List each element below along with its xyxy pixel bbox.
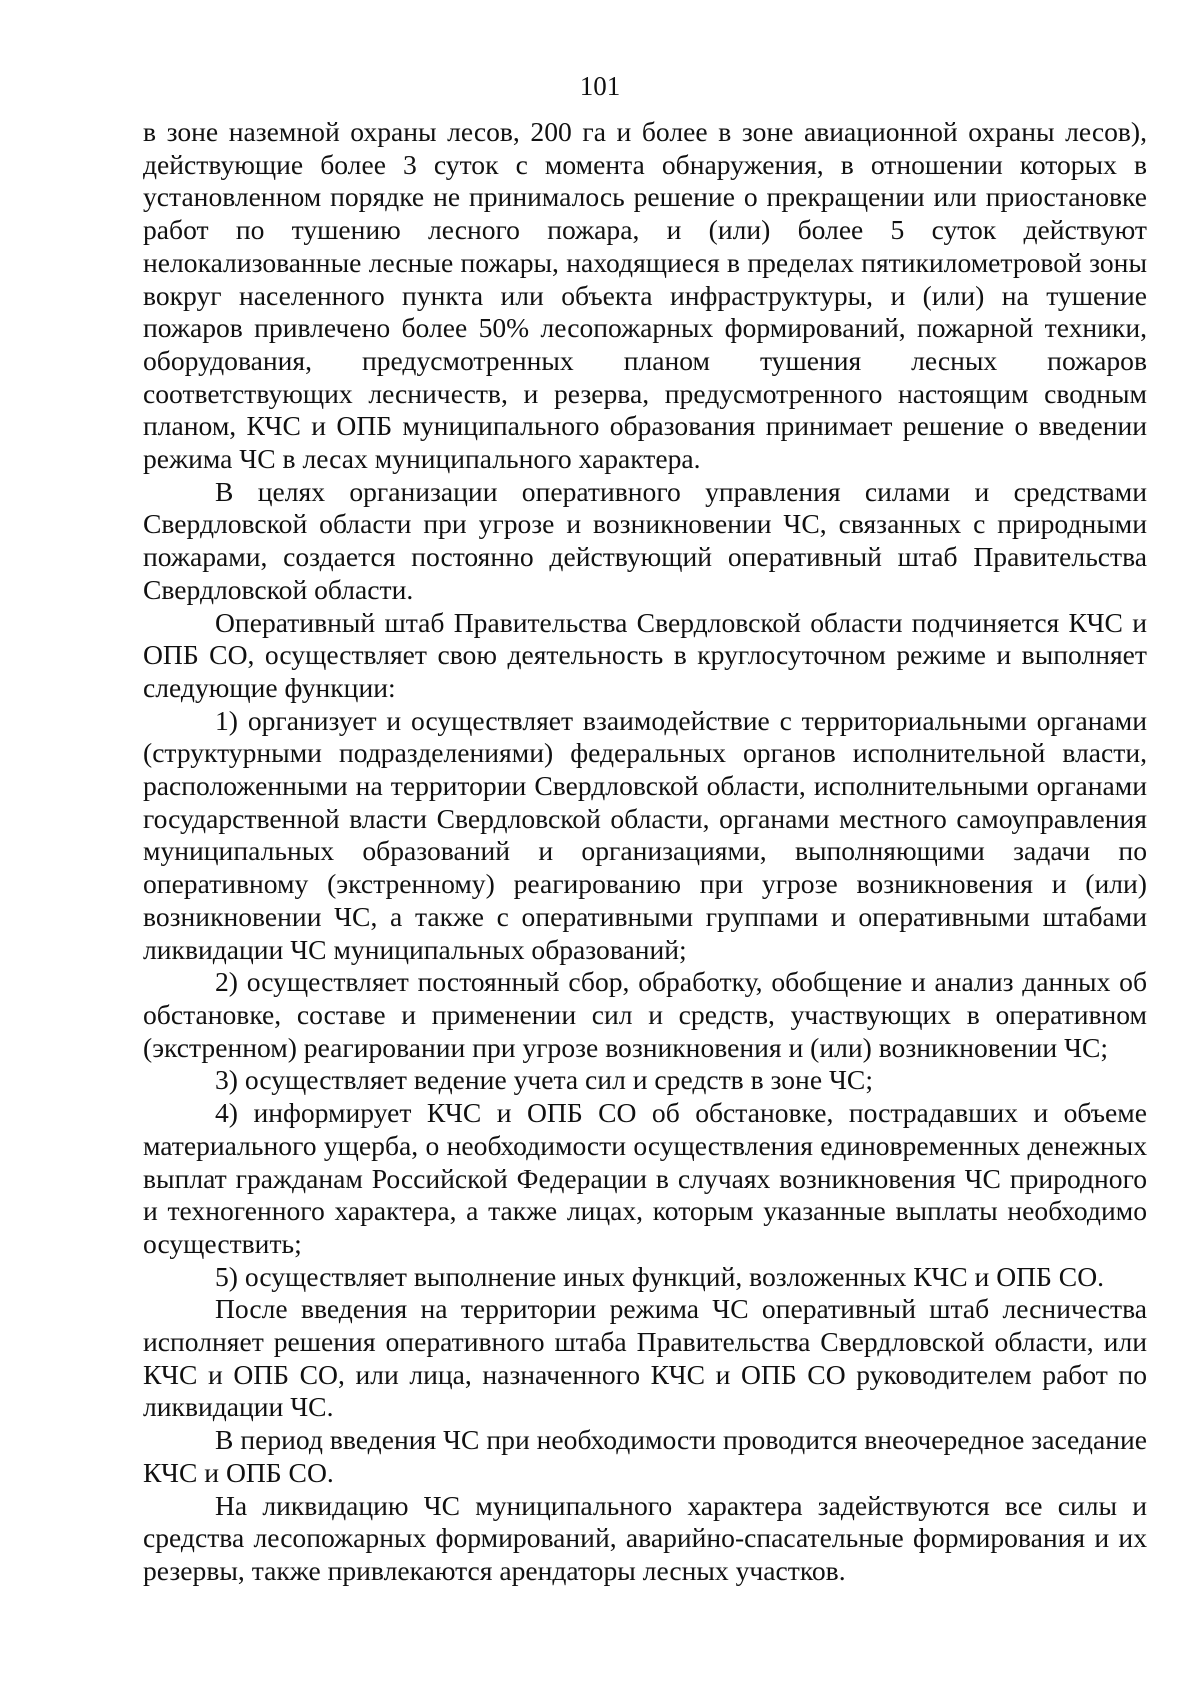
document-body [143,116,1147,1588]
paragraph-after-regime: После введения на территории режима ЧС оперативный штаб лесничества исполняет решения оперативного штаба Правительства Свердловской области, или КЧС и ОПБ СО, или лица, назначенного КЧС и ОПБ СО руководителем работ по ликвидации ЧС. [143,1293,1147,1423]
paragraph-continuation: в зоне наземной охраны лесов, 200 га и более в зоне авиационной охраны лесов), действующие более 3 суток с момента обнаружения, в отношении которых в установленном порядке не принималось решение о прекращении или приостановке работ по тушению лесного пожара, и (или) более 5 суток действуют нелокализованные лесные пожары, находящиеся в пределах пятикилометровой зоны вокруг населенного пункта или объекта инфраструктуры, и (или) на тушение пожаров привлечено более 50% лесопожарных формирований, пожарной техники, оборудования, предусмотренных планом тушения лесных пожаров соответствующих лесничеств, и резерва, предусмотренного настоящим сводным планом, КЧС и ОПБ муниципального образования принимает решение о введении режима ЧС в лесах муниципального характера. [143,116,1147,475]
page-number: 101 [579,71,621,101]
paragraph-hq-subordination: Оперативный штаб Правительства Свердловской области подчиняется КЧС и ОПБ СО, осуществляет свою деятельность в круглосуточном режиме и выполняет следующие функции: [143,606,1147,703]
list-item-5: 5) осуществляет выполнение иных функций, возложенных КЧС и ОПБ СО. [215,1260,1105,1292]
paragraph-operational-management: В целях организации оперативного управления силами и средствами Свердловской области при угрозе и возникновении ЧС, связанных с природными пожарами, создается постоянно действующий оперативный штаб Правительства Свердловской области. [143,475,1147,605]
paragraph-extraordinary-meeting: В период введения ЧС при необходимости проводится внеочередное заседание КЧС и ОПБ СО. [143,1424,1147,1488]
list-item-1: 1) организует и осуществляет взаимодействие с территориальными органами (структурными подразделениями) федеральных органов исполнительной власти, расположенными на территории Свердловской области, исполнительными органами государственной власти Свердловской области, органами местного самоуправления муниципальных образований и организациями, выполняющими задачи по оперативному (экстренному) реагированию при угрозе возникновения и (или) возникновении ЧС, а также с оперативными группами и оперативными штабами ликвидации ЧС муниципальных образований; [143,704,1147,965]
list-item-4: 4) информирует КЧС и ОПБ СО об обстановке, пострадавших и объеме материального ущерба, о необходимости осуществления единовременных денежных выплат гражданам Российской Федерации в случаях возникновения ЧС природного и техногенного характера, а также лицах, которым указанные выплаты необходимо осуществить; [143,1097,1147,1259]
list-item-3: 3) осуществляет ведение учета сил и средств в зоне ЧС; [215,1064,873,1096]
paragraph-liquidation-forces: На ликвидацию ЧС муниципального характера задействуются все силы и средства лесопожарных формирований, аварийно-спасательные формирования и их резервы, также привлекаются арендаторы лесных участков. [143,1489,1147,1586]
list-item-2: 2) осуществляет постоянный сбор, обработку, обобщение и анализ данных об обстановке, составе и применении сил и средств, участвующих в оперативном (экстренном) реагировании при угрозе возникновения и (или) возникновении ЧС; [143,966,1147,1063]
